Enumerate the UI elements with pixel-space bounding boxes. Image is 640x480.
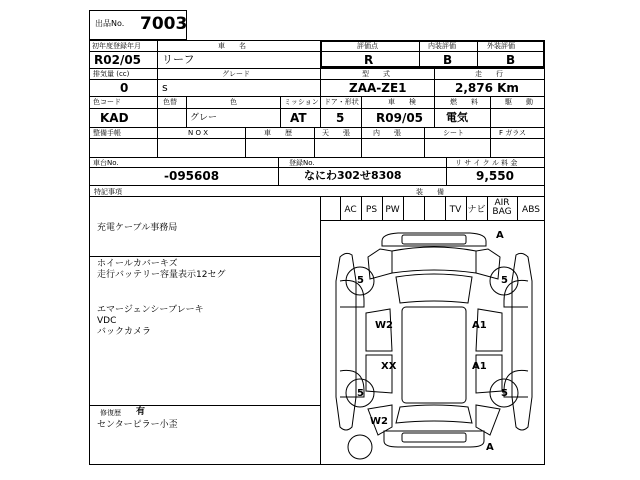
- type-label: 型 式: [362, 70, 390, 78]
- equipment-ps: PS: [365, 205, 378, 215]
- equipment-airbag: AIR BAG: [492, 198, 512, 217]
- grade-label: グレード: [222, 70, 250, 78]
- model-label: 車 名: [218, 42, 246, 50]
- history-label: 車 歴: [264, 129, 292, 137]
- nox-label: N O X: [188, 129, 208, 137]
- fuel-value: 電気: [446, 111, 468, 124]
- maintenance-book-label: 整備手帳: [93, 129, 121, 137]
- score-value: R: [364, 53, 374, 67]
- inspection-value: R09/05: [376, 111, 424, 125]
- door-shape-label: ドア・形状: [324, 98, 359, 106]
- damage-mark-tire-fr: 5: [501, 275, 508, 286]
- type-value: ZAA-ZE1: [349, 81, 407, 95]
- interior-grade-value: B: [443, 53, 453, 67]
- color-change-label: 色替: [163, 98, 177, 106]
- model-value: リーフ: [162, 53, 195, 66]
- fuel-label: 燃 料: [450, 98, 478, 106]
- listing-number: 7003: [140, 14, 188, 34]
- drive-label: 駆 動: [505, 98, 533, 106]
- damage-mark-right-rear-door: A1: [472, 361, 487, 372]
- damage-mark-tire-rr: 5: [501, 388, 508, 399]
- notes-line: エマージェンシーブレーキ: [97, 305, 204, 315]
- equipment-label: 装 備: [416, 188, 444, 196]
- inspection-label: 車 検: [388, 98, 416, 106]
- mileage-value: 2,876 Km: [455, 81, 519, 95]
- registration-number-label: 登録No.: [289, 159, 315, 167]
- damage-mark-front: A: [496, 230, 504, 241]
- notes-line: 充電ケーブル事務局: [97, 223, 178, 233]
- notes-line: ホイールカバーキズ: [97, 259, 178, 269]
- displacement-value: 0: [120, 81, 129, 95]
- notes-line: 走行バッテリー容量表示12セグ: [97, 270, 226, 280]
- registration-number-value: なにわ302せ8308: [304, 169, 402, 182]
- repair-history-value: 有: [136, 407, 146, 417]
- front-glass-label: F ガラス: [499, 129, 527, 137]
- repair-history-label: 修復歴: [100, 409, 121, 417]
- equipment-navi: ナビ: [467, 205, 486, 215]
- color-code-label: 色コード: [93, 98, 121, 106]
- equipment-ac: AC: [344, 205, 357, 215]
- color-value: グレー: [190, 113, 218, 123]
- interior-grade-label: 内装評価: [428, 42, 456, 50]
- first-registration-value: R02/05: [94, 53, 142, 67]
- score-label: 評価点: [357, 42, 378, 50]
- damage-mark-tire-rl: 5: [357, 388, 364, 399]
- equipment-tv: TV: [449, 205, 462, 215]
- transmission-value: AT: [290, 111, 307, 125]
- damage-mark-right-front-door: A1: [472, 320, 487, 331]
- notes-label: 特記事項: [94, 188, 122, 196]
- damage-mark-left-rear: W2: [370, 416, 388, 427]
- notes-line: VDC: [97, 316, 117, 326]
- seat-label: シート: [443, 129, 464, 137]
- damage-mark-left-front-door: W2: [375, 320, 393, 331]
- displacement-label: 排気量 (cc): [93, 70, 130, 78]
- roof-label: 天 張: [322, 129, 350, 137]
- interior-roof-label: 内 張: [373, 129, 401, 137]
- damage-mark-tire-fl: 5: [357, 275, 364, 286]
- color-label: 色: [230, 98, 237, 106]
- transmission-label: ミッション: [284, 98, 319, 106]
- equipment-pw: PW: [385, 205, 400, 215]
- chassis-number-value: -095608: [164, 169, 220, 183]
- chassis-number-label: 車台No.: [93, 159, 119, 167]
- equipment-abs: ABS: [522, 205, 540, 215]
- listing-number-label: 出品No.: [95, 19, 125, 28]
- repair-detail: センターピラー小歪: [97, 420, 178, 430]
- doors-value: 5: [336, 111, 345, 125]
- recycle-fee-value: 9,550: [476, 169, 514, 183]
- vehicle-damage-diagram: [320, 221, 545, 465]
- exterior-grade-value: B: [506, 53, 516, 67]
- recycle-fee-label: リ サ イ ク ル 料 金: [455, 159, 518, 167]
- first-registration-label: 初年度登録年月: [92, 42, 141, 50]
- mileage-label: 走 行: [475, 70, 503, 78]
- damage-mark-rear: A: [486, 442, 494, 453]
- damage-mark-left-rear-door: XX: [381, 361, 397, 372]
- exterior-grade-label: 外装評価: [487, 42, 515, 50]
- color-code-value: KAD: [100, 111, 129, 125]
- grade-value: s: [162, 81, 168, 94]
- notes-line: バックカメラ: [97, 327, 152, 337]
